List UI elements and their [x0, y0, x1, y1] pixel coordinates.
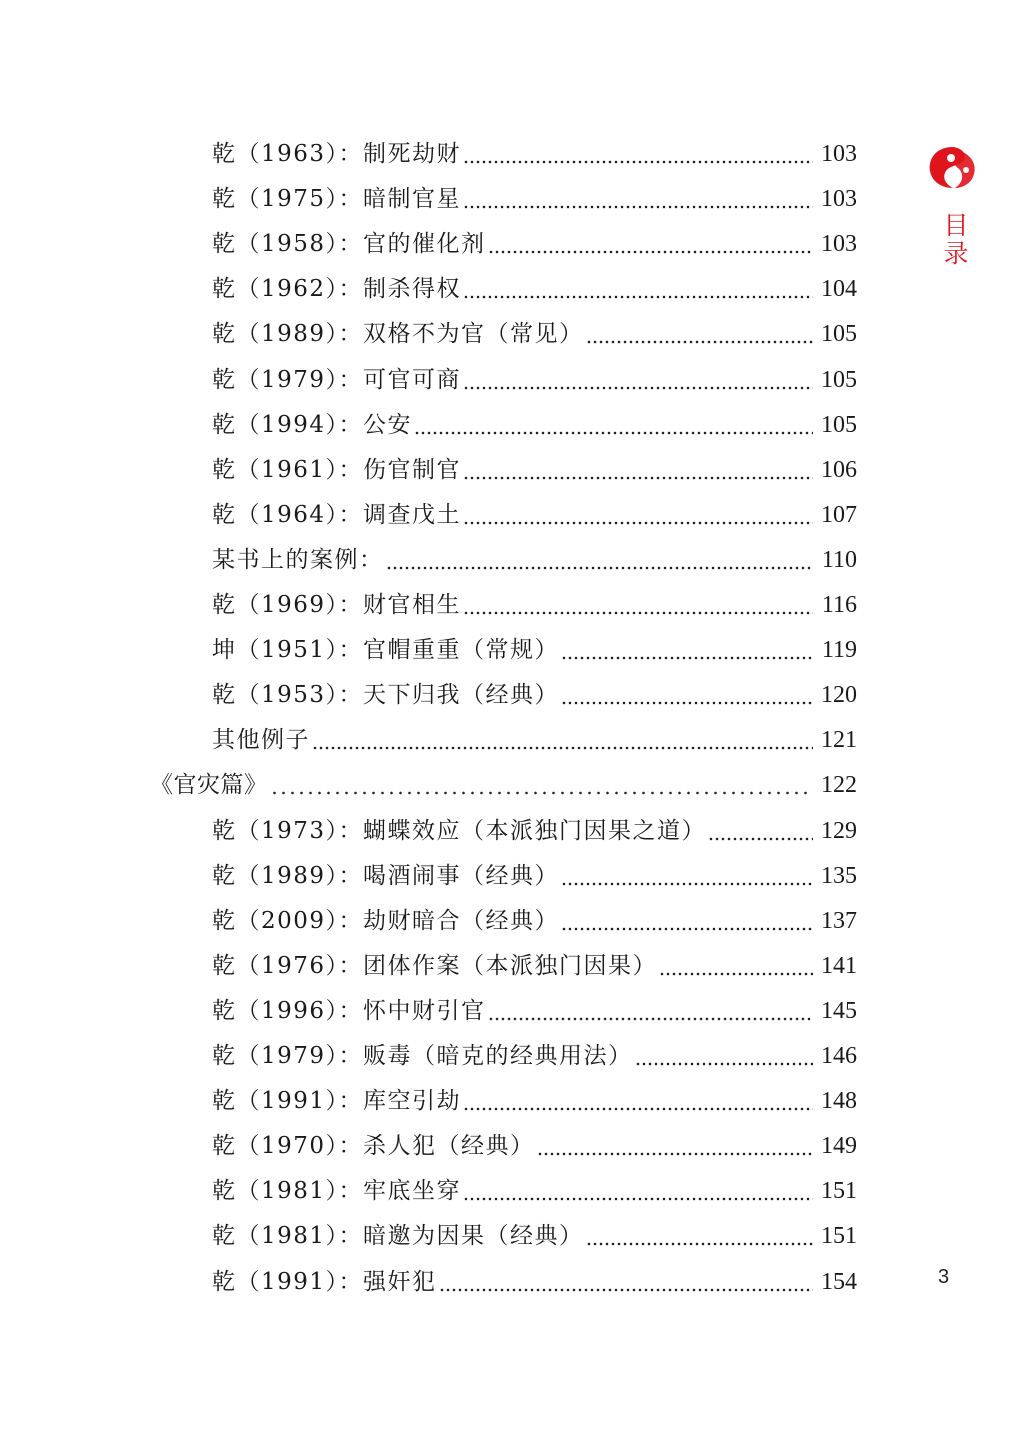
toc-entry-title: 坤（1951）：官帽重重（常规） — [212, 637, 560, 663]
dot-leader — [463, 455, 813, 485]
toc-entry — [212, 447, 857, 485]
toc-entry-page: 103 — [821, 186, 857, 212]
toc-entry-title: 乾（1994）：公安 — [212, 412, 413, 438]
toc-entry-title: 乾（1981）：牢底坐穿 — [212, 1178, 462, 1204]
dot-leader — [561, 906, 813, 936]
dot-leader — [270, 770, 814, 800]
toc-entry-title: 乾（1989）：喝酒闹事（经典） — [212, 863, 560, 889]
toc-entry-page: 104 — [821, 276, 857, 302]
dot-leader — [463, 184, 813, 214]
dot-leader — [463, 365, 813, 395]
toc-entry-title: 乾（1991）：库空引劫 — [212, 1088, 462, 1114]
dot-leader — [312, 725, 813, 755]
dot-leader — [439, 1267, 813, 1297]
toc-entry — [212, 1033, 857, 1071]
toc-entry-page: 119 — [821, 637, 857, 663]
toc-entry — [212, 627, 857, 665]
toc-entry-page: 151 — [821, 1223, 857, 1249]
toc-entry — [212, 808, 857, 846]
dot-leader — [463, 500, 813, 530]
toc-entry-title: 乾（1975）：暗制官星 — [212, 186, 462, 212]
toc-entry-page: 154 — [821, 1269, 857, 1295]
red-yin-yang-icon — [926, 144, 980, 190]
toc-entry — [212, 176, 857, 214]
toc-entry-title: 乾（1964）：调查戊土 — [212, 502, 462, 528]
toc-entry-page: 110 — [821, 547, 857, 573]
toc-entry — [212, 131, 857, 169]
toc-entry-title: 乾（1973）：蝴蝶效应（本派独门因果之道） — [212, 818, 707, 844]
toc-entry — [212, 221, 857, 259]
toc-chapter-entry — [150, 762, 857, 800]
dot-leader — [463, 139, 813, 169]
toc-entry — [212, 1259, 857, 1297]
dot-leader — [635, 1041, 813, 1071]
toc-entry-title: 乾（1989）：双格不为官（常见） — [212, 321, 584, 347]
toc-entry-page: 107 — [821, 502, 857, 528]
toc-entry-title: 乾（1962）：制杀得权 — [212, 276, 462, 302]
toc-entry-title: 乾（1979）：可官可商 — [212, 367, 462, 393]
toc-entry-page: 145 — [821, 998, 857, 1024]
toc-entry-title: 其他例子 — [212, 727, 310, 753]
toc-entry-page: 149 — [821, 1133, 857, 1159]
dot-leader — [561, 680, 813, 710]
toc-entry-page: 151 — [821, 1178, 857, 1204]
dot-leader — [488, 996, 813, 1026]
dot-leader — [561, 635, 813, 665]
toc-entry — [212, 1168, 857, 1206]
toc-entry — [212, 402, 857, 440]
toc-entry-page: 105 — [821, 412, 857, 438]
toc-entry — [212, 357, 857, 395]
toc-entry — [212, 1213, 857, 1251]
toc-entry-title: 乾（1970）：杀人犯（经典） — [212, 1133, 535, 1159]
toc-entry-title: 乾（1996）：怀中财引官 — [212, 998, 486, 1024]
dot-leader — [463, 590, 813, 620]
toc-entry-title: 乾（1981）：暗邀为因果（经典） — [212, 1223, 584, 1249]
dot-leader — [463, 1176, 813, 1206]
toc-entry — [212, 943, 857, 981]
toc-entry-page: 135 — [821, 863, 857, 889]
toc-entry-title: 乾（1991）：强奸犯 — [212, 1269, 437, 1295]
toc-entry-title: 乾（1953）：天下归我（经典） — [212, 682, 560, 708]
toc-entry — [212, 266, 857, 304]
dot-leader — [561, 861, 813, 891]
toc-entry-page: 103 — [821, 231, 857, 257]
toc-entry-page: 148 — [821, 1088, 857, 1114]
toc-entry — [212, 988, 857, 1026]
toc-entry-title: 乾（1963）：制死劫财 — [212, 141, 462, 167]
dot-leader — [537, 1131, 813, 1161]
toc-entry-page: 105 — [821, 367, 857, 393]
toc-entry — [212, 492, 857, 530]
toc-entry — [212, 672, 857, 710]
toc-entry — [212, 717, 857, 755]
dot-leader — [463, 274, 813, 304]
toc-entry-page: 106 — [821, 457, 857, 483]
toc-entry-page: 120 — [821, 682, 857, 708]
toc-entry-page: 105 — [821, 321, 857, 347]
dot-leader — [708, 816, 813, 846]
toc-entry — [212, 537, 857, 575]
toc-entry-title: 《官灾篇》 — [150, 772, 268, 798]
toc-entry-page: 137 — [821, 908, 857, 934]
toc-entry-title: 某书上的案例： — [212, 547, 384, 573]
toc-entry-page: 122 — [821, 772, 857, 798]
dot-leader — [586, 1221, 813, 1251]
dot-leader — [586, 319, 813, 349]
toc-entry-page: 103 — [821, 141, 857, 167]
dot-leader — [659, 951, 813, 981]
toc-entry-page: 116 — [821, 592, 857, 618]
section-tab-label: 目 录 — [943, 211, 969, 268]
toc-entry-page: 141 — [821, 953, 857, 979]
toc-entry — [212, 1123, 857, 1161]
toc-entry-page: 146 — [821, 1043, 857, 1069]
dot-leader — [488, 229, 813, 259]
toc-entry-title: 乾（1969）：财官相生 — [212, 592, 462, 618]
toc-entry — [212, 311, 857, 349]
toc-entry — [212, 582, 857, 620]
dot-leader — [463, 1086, 813, 1116]
toc-entry-title: 乾（2009）：劫财暗合（经典） — [212, 908, 560, 934]
toc-entry-title: 乾（1958）：官的催化剂 — [212, 231, 486, 257]
toc-entry — [212, 1078, 857, 1116]
dot-leader — [386, 545, 814, 575]
toc-entry-title: 乾（1961）：伤官制官 — [212, 457, 462, 483]
toc-entry-page: 121 — [821, 727, 857, 753]
toc-entry-page: 129 — [821, 818, 857, 844]
page-number: 3 — [938, 1266, 950, 1288]
toc-entry-title: 乾（1976）：团体作案（本派独门因果） — [212, 953, 658, 979]
toc-entry-title: 乾（1979）：贩毒（暗克的经典用法） — [212, 1043, 633, 1069]
toc-entry — [212, 898, 857, 936]
toc-entry — [212, 853, 857, 891]
dot-leader — [414, 410, 813, 440]
